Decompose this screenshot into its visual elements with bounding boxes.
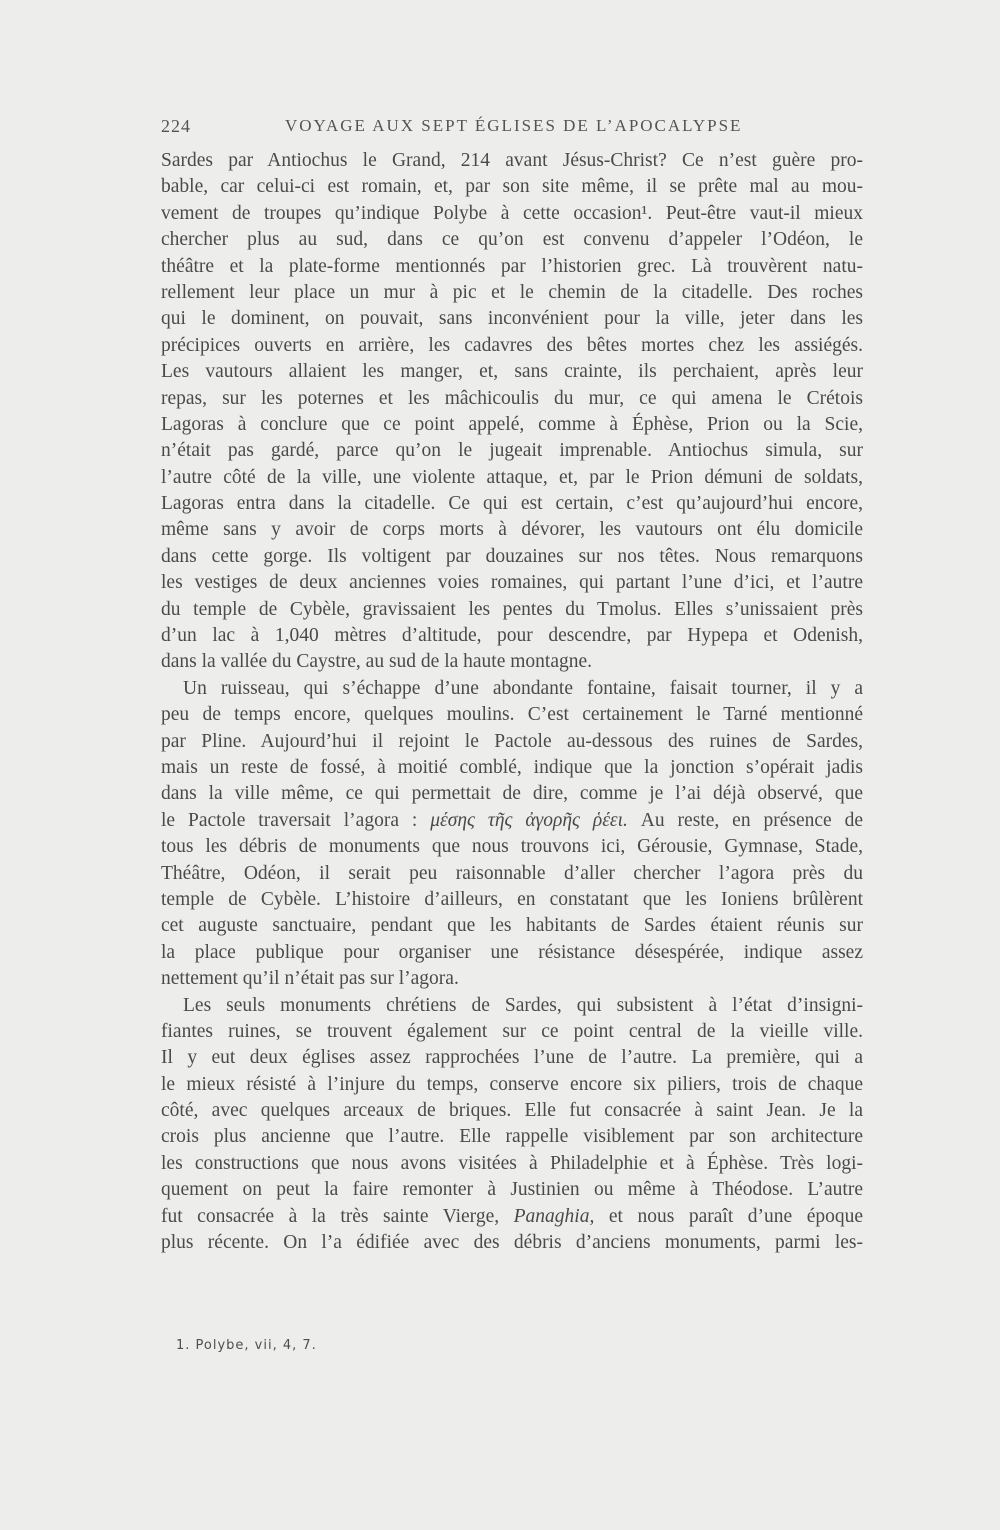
text-line: plus récente. On l’a édifiée avec des débris d’anciens monuments, parmi les- [161, 1232, 863, 1254]
text-line: d’un lac à 1,040 mètres d’altitude, pour descendre, par Hypepa et Odenish, [161, 625, 863, 647]
text-line: du temple de Cybèle, gravissaient les pentes du Tmolus. Elles s’unissaient près [161, 598, 863, 620]
text-line: fiantes ruines, se trouvent également sur ce point central de la vieille ville. [161, 1020, 863, 1042]
text-line: même sans y avoir de corps morts à dévorer, les vautours ont élu domicile [161, 519, 863, 541]
text-line-start: fut consacrée à la très sainte Vierge, [161, 1205, 500, 1227]
text-line-start: le Pactole traversait l’agora : [161, 809, 418, 831]
text-line: n’était pas gardé, parce qu’on le jugeait imprenable. Antiochus simula, sur [161, 440, 863, 462]
text-line: vement de troupes qu’indique Polybe à cette occasion¹. Peut-être vaut-il mieux [161, 202, 863, 224]
text-line: crois plus ancienne que l’autre. Elle rappelle visiblement par son architecture [161, 1126, 863, 1148]
text-line: peu de temps encore, quelques moulins. C’est certainement le Tarné mentionné [161, 704, 863, 726]
text-line: Théâtre, Odéon, il serait peu raisonnable d’aller chercher l’agora près du [161, 862, 863, 884]
text-line: la place publique pour organiser une résistance désespérée, indique assez [161, 941, 863, 963]
text-line: tous les débris de monuments que nous trouvons ici, Gérousie, Gymnase, Stade, [161, 836, 863, 858]
text-line-greek [161, 808, 863, 834]
text-line: bable, car celui-ci est romain, et, par son site même, il se prête mal au mou- [161, 176, 863, 198]
text-line-end: et nous paraît d’une époque [594, 1205, 863, 1227]
text-line-panaghia [161, 1204, 863, 1230]
text-line: côté, avec quelques arceaux de briques. Elle fut consacrée à saint Jean. Je la [161, 1100, 863, 1122]
text-line: mais un reste de fossé, à moitié comblé, indique que la jonction s’opérait jadis [161, 756, 863, 778]
text-line: Il y eut deux églises assez rapprochées l’une de l’autre. La première, qui a [161, 1047, 863, 1069]
text-line: par Pline. Aujourd’hui il rejoint le Pactole au-dessous des ruines de Sardes, [161, 730, 863, 752]
text-line: cet auguste sanctuaire, pendant que les habitants de Sardes étaient réunis sur [161, 915, 863, 937]
text-line: Sardes par Antiochus le Grand, 214 avant Jésus-Christ? Ce n’est guère pro- [161, 150, 863, 171]
text-line: les vestiges de deux anciennes voies romaines, qui partant l’une d’ici, et l’autre [161, 572, 863, 594]
body-text [161, 148, 863, 1256]
text-line: qui le dominent, on pouvait, sans inconvénient pour la ville, jeter dans les [161, 308, 863, 330]
page-header [161, 116, 741, 140]
footnote: 1. Polybe, vii, 4, 7. [176, 1338, 317, 1353]
text-line: dans la ville même, ce qui permettait de dire, comme je l’ai déjà observé, que [161, 783, 863, 805]
text-line: rellement leur place un mur à pic et le chemin de la citadelle. Des roches [161, 281, 863, 303]
text-line: Lagoras à conclure que ce point appelé, comme à Éphèse, Prion ou la Scie, [161, 413, 863, 435]
text-line: chercher plus au sud, dans ce qu’on est convenu d’appeler l’Odéon, le [161, 229, 863, 251]
text-line: précipices ouverts en arrière, les cadavres des bêtes mortes chez les assiégés. [161, 334, 863, 356]
text-line: dans cette gorge. Ils voltigent par douzaines sur nos têtes. Nous remarquons [161, 545, 863, 567]
text-line: les constructions que nous avons visitées à Philadelphie et à Éphèse. Très logi- [161, 1152, 863, 1174]
text-line: l’autre côté de la ville, une violente attaque, et, par le Prion démuni de soldats, [161, 466, 863, 488]
running-title: VOYAGE AUX SEPT ÉGLISES DE L’APOCALYPSE [285, 116, 743, 135]
text-line: repas, sur les poternes et les mâchicoulis du mur, ce qui amena le Crétois [161, 387, 863, 409]
text-line: nettement qu’il n’était pas sur l’agora. [161, 968, 459, 990]
text-line: le mieux résisté à l’injure du temps, conserve encore six piliers, trois de chaque [161, 1073, 863, 1095]
text-line: quement on peut la faire remonter à Justinien ou même à Théodose. L’autre [161, 1179, 863, 1201]
text-line: Les seuls monuments chrétiens de Sardes, qui subsistent à l’état d’insigni- [183, 994, 863, 1016]
text-line: Les vautours allaient les manger, et, sans crainte, ils perchaient, après leur [161, 361, 863, 383]
text-line: Lagoras entra dans la citadelle. Ce qui est certain, c’est qu’aujourd’hui encore, [161, 493, 863, 515]
text-line: temple de Cybèle. L’histoire d’ailleurs, en constatant que les Ioniens brûlèrent [161, 888, 863, 910]
page-number: 224 [161, 116, 191, 136]
greek-quotation: μέσης τῆς ἀγορῆς ῥέει. [430, 809, 628, 831]
italic-word-panaghia: Panaghia, [513, 1205, 595, 1227]
text-line: théâtre et la plate-forme mentionnés par l’historien grec. Là trouvèrent natu- [161, 255, 863, 277]
text-line: dans la vallée du Caystre, au sud de la haute montagne. [161, 651, 593, 673]
text-line-end: Au reste, en présence de [627, 809, 864, 831]
text-line: Un ruisseau, qui s’échappe d’une abondante fontaine, faisait tourner, il y a [183, 677, 863, 699]
